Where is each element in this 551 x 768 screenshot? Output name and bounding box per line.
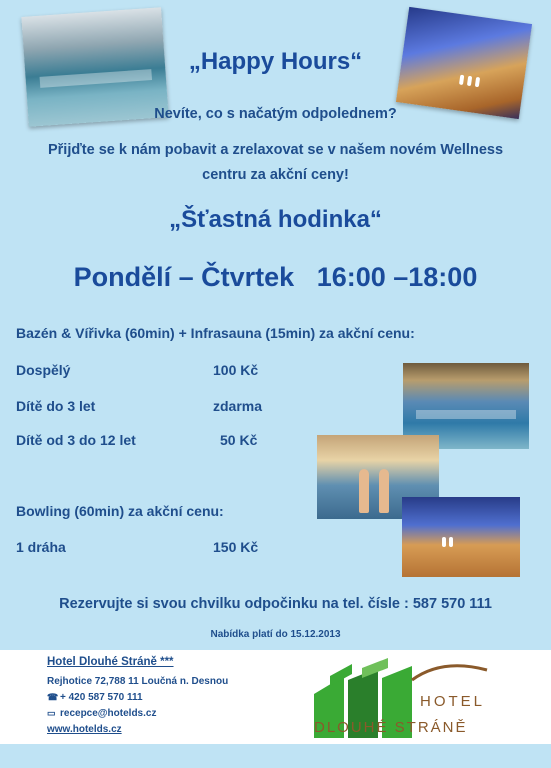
hotel-email	[47, 708, 156, 719]
price-row-label: Dítě od 3 do 12 let	[16, 432, 136, 448]
water-shine	[416, 410, 517, 419]
bowling-pin	[442, 537, 446, 547]
person-figure	[359, 469, 369, 513]
price-row-value: 150 Kč	[213, 539, 259, 555]
phone-number: + 420 587 570 111	[60, 692, 143, 703]
stastna-hodinka-title: „Šťastná hodinka“	[169, 206, 382, 233]
hotel-phone	[47, 692, 143, 703]
question-text: Nevíte, co s načatým odpolednem?	[154, 106, 397, 122]
phone-icon: ☎	[47, 692, 59, 702]
invite-line-1: Přijďte se k nám pobavit a zrelaxovat se v našem novém Wellness	[47, 142, 504, 158]
price-row-value: 100 Kč	[213, 362, 259, 378]
wellness-heading: Bazén & Vířivka (60min) + Infrasauna (15min) za akční cenu:	[16, 325, 415, 341]
hotel-name: Hotel Dlouhé Stráně ***	[47, 656, 174, 668]
email-link[interactable]: recepce@hotelds.cz	[60, 708, 157, 719]
computer-icon: ▭	[47, 708, 56, 718]
happy-hours-title: „Happy Hours“	[188, 48, 363, 75]
bowling-lanes-photo	[402, 497, 520, 577]
price-row-label: 1 dráha	[16, 539, 66, 555]
invite-line-2: centru za akční ceny!	[202, 167, 349, 183]
price-row-label: Dospělý	[16, 362, 71, 378]
offer-validity: Nabídka platí do 15.12.2013	[210, 629, 341, 640]
price-row-value: zdarma	[213, 398, 263, 414]
reservation-text: Rezervujte si svou chvilku odpočinku na tel. čísle : 587 570 111	[59, 596, 492, 612]
bowling-pin	[475, 77, 480, 87]
hotel-address: Rejhotice 72,788 11 Loučná n. Desnou	[47, 676, 229, 687]
bottom-strip	[0, 744, 551, 768]
logo-word-hotel: HOTEL	[420, 693, 486, 710]
person-figure	[379, 469, 389, 513]
bowling-heading: Bowling (60min) za akční cenu:	[16, 503, 224, 519]
price-row-label: Dítě do 3 let	[16, 398, 96, 414]
price-row-value: 50 Kč	[220, 432, 258, 448]
hotel-logo	[312, 654, 502, 742]
website-link[interactable]: www.hotelds.cz	[47, 724, 122, 735]
bowling-pin	[467, 76, 472, 86]
bowling-pin	[449, 537, 453, 547]
logo-word-name: DLOUHÉ STRÁNĚ	[314, 719, 468, 736]
opening-hours: Pondělí – Čtvrtek 16:00 –18:00	[73, 262, 478, 292]
bowling-pin	[459, 75, 464, 85]
